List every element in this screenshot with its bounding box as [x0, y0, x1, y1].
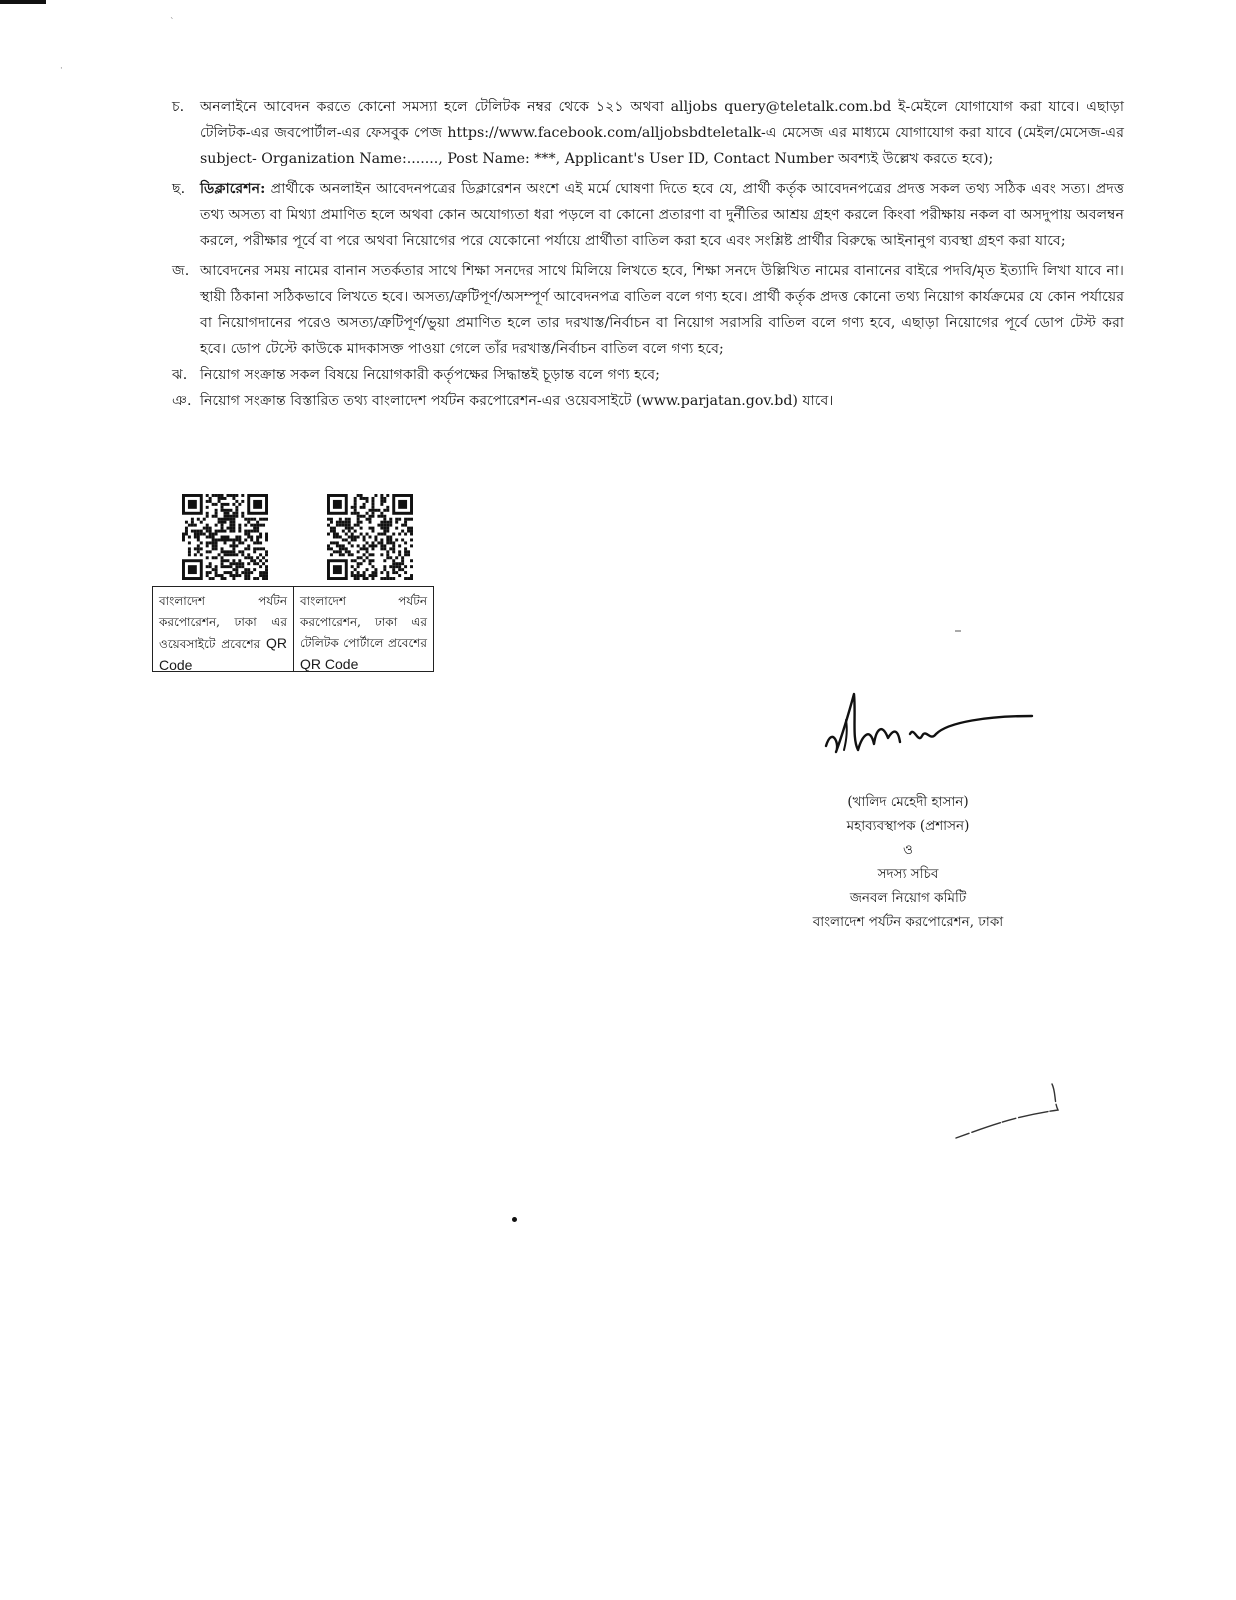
qr-caption-label: QR Code — [159, 635, 287, 673]
clause-ja — [172, 258, 1124, 362]
handwritten-signature — [818, 686, 1038, 776]
teletalk-qr-caption — [293, 587, 433, 671]
clause-text: আবেদনের সময় নামের বানান সতর্কতার সাথে শিক্ষা সনদের সাথে মিলিয়ে লিখতে হবে, শিক্ষা সনদে উল্লিখিত নামের বানানের বাইরে পদবি/মৃত ইত্যাদি লিখা যাবে না। স্থায়ী ঠিকানা সঠিকভাবে লিখতে হবে। অসত্য/ত্রুটিপূর্ণ/অসম্পূর্ণ আবেদনপত্র বাতিল বলে গণ্য হবে। প্রার্থী কর্তৃক প্রদত্ত কোনো তথ্য নিয়োগ কার্যক্রমের যে কোন পর্যায়ের বা নিয়োগদানের পরেও অসত্য/ত্রুটিপূর্ণ/ভুয়া প্রমাণিত হলে তার দরখাস্ত/নির্বাচন বা নিয়োগ সরাসরি বাতিল বলে গণ্য হবে, এছাড়া নিয়োগের পূর্বে ডোপ টেস্ট করা হবে। ডোপ টেস্টে কাউকে মাদকাসক্ত পাওয়া গেলে তাঁর দরখাস্ত/নির্বাচন বাতিল বলে গণ্য হবে; — [200, 263, 1124, 357]
signatory-block — [780, 790, 1036, 934]
signatory-organization: বাংলাদেশ পর্যটন করপোরেশন, ঢাকা — [812, 914, 1004, 930]
clause-marker: চ. — [172, 99, 185, 115]
clause-chha — [172, 176, 1124, 254]
clause-list — [172, 94, 1124, 414]
clause-marker: ছ. — [172, 181, 186, 197]
clause-text: নিয়োগ সংক্রান্ত সকল বিষয়ে নিয়োগকারী কর্তৃপক্ষের সিদ্ধান্তই চূড়ান্ত বলে গণ্য হবে; — [200, 367, 660, 383]
signatory-conjunction: ও — [903, 842, 913, 858]
clause-heading: ডিক্লারেশন: — [200, 181, 266, 197]
clause-text: নিয়োগ সংক্রান্ত বিস্তারিত তথ্য বাংলাদেশ পর্যটন করপোরেশন-এর ওয়েবসাইটে (www.parjatan.gov.bd) যাবে। — [200, 393, 834, 409]
clause-marker: ঞ. — [172, 393, 192, 409]
qr-caption-label: QR Code — [300, 656, 359, 672]
qr-caption-text: বাংলাদেশ পর্যটন করপোরেশন, ঢাকা এর টেলিটক পোর্টালে প্রবেশের — [300, 594, 427, 650]
signatory-name: (খালিদ মেহেদী হাসান) — [847, 794, 969, 810]
scan-side-mark — [955, 630, 961, 632]
stray-pen-mark — [954, 1080, 1064, 1140]
clause-nya — [172, 388, 1124, 414]
website-qr-code[interactable] — [182, 494, 268, 580]
signatory-committee: জনবল নিয়োগ কমিটি — [849, 890, 967, 906]
qr-code-section — [152, 494, 442, 672]
clause-marker: ঝ. — [172, 367, 188, 383]
clause-cha — [172, 94, 1124, 172]
website-qr-caption — [153, 587, 293, 671]
scan-corner-mark — [0, 0, 46, 4]
clause-marker: জ. — [172, 263, 190, 279]
clause-jha — [172, 362, 1124, 388]
clause-text: প্রার্থীকে অনলাইন আবেদনপত্রের ডিক্লারেশন অংশে এই মর্মে ঘোষণা দিতে হবে যে, প্রার্থী কর্তৃক আবেদনপত্রের প্রদত্ত সকল তথ্য সঠিক এবং সত্য। প্রদত্ত তথ্য অসত্য বা মিথ্যা প্রমাণিত হলে অথবা কোন অযোগ্যতা ধরা পড়লে বা কোনো প্রতারণা বা দুর্নীতির আশ্রয় গ্রহণ করলে কিংবা পরীক্ষায় নকল বা অসদুপায় অবলম্বন করলে, পরীক্ষার পূর্বে বা পরে অথবা নিয়োগের পরে যেকোনো পর্যায়ে প্রার্থীতা বাতিল করা হবে এবং সংশ্লিষ্ট প্রার্থীর বিরুদ্ধে আইনানুগ ব্যবস্থা গ্রহণ করা যাবে; — [200, 181, 1124, 249]
qr-caption-table — [152, 586, 434, 672]
teletalk-portal-qr-code[interactable] — [327, 494, 413, 580]
scan-tick-mark: ` — [170, 18, 175, 28]
signatory-designation: মহাব্যবস্থাপক (প্রশাসন) — [846, 818, 970, 834]
scan-dot-mark — [512, 1217, 517, 1222]
scan-tick-mark: · — [60, 64, 63, 74]
signatory-role: সদস্য সচিব — [877, 866, 939, 882]
clause-text: অনলাইনে আবেদন করতে কোনো সমস্যা হলে টেলিটক নম্বর থেকে ১২১ অথবা alljobs query@teletalk.com.bd ই-মেইলে যোগাযোগ করা যাবে। এছাড়া টেলিটক-এর জবপোর্টাল-এর ফেসবুক পেজ https://www.facebook.com/alljobsbdteletalk-এ মেসেজ এর মাধ্যমে যোগাযোগ করা যাবে (মেইল/মেসেজ-এর subject- Organization Name:......., Post Name: ***, Applicant's User ID, Contact Number অবশ্যই উল্লেখ করতে হবে); — [200, 99, 1124, 167]
qr-caption-text: বাংলাদেশ পর্যটন করপোরেশন, ঢাকা এর ওয়েবসাইটে প্রবেশের — [159, 594, 287, 651]
